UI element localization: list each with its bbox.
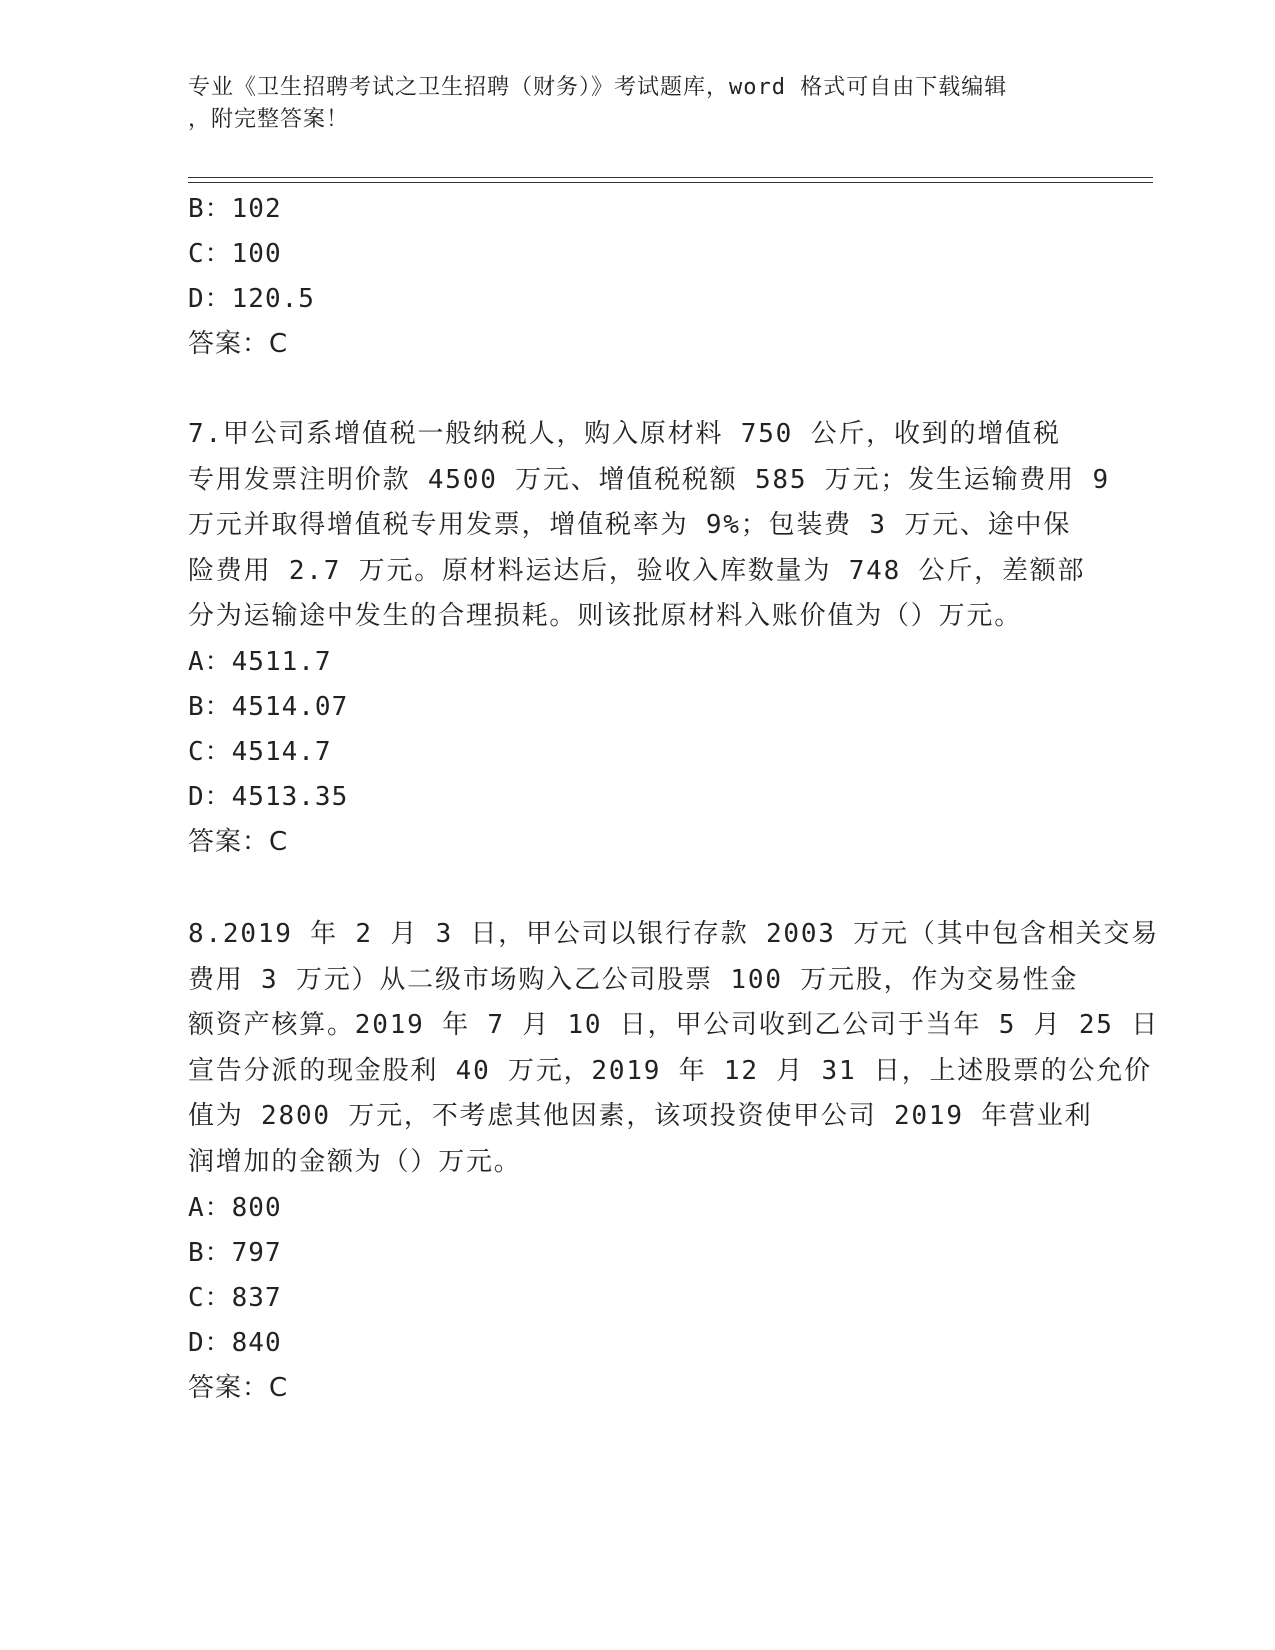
q8-stem-line: 费用 3 万元）从二级市场购入乙公司股票 100 万元股，作为交易性金	[188, 964, 1079, 995]
q7-answer: 答案：C	[188, 827, 289, 857]
q8-option-d: D：840	[188, 1328, 282, 1358]
q7-stem-line: 7.甲公司系增值税一般纳税人，购入原材料 750 公斤，收到的增值税	[188, 419, 1061, 449]
q6-option-b: B：102	[188, 194, 282, 224]
header-line-1: 专业《卫生招聘考试之卫生招聘（财务）》考试题库，word 格式可自由下载编辑	[188, 75, 1008, 100]
q8-stem-line: 8.2019 年 2 月 3 日，甲公司以银行存款 2003 万元（其中包含相关交易	[188, 919, 1160, 949]
q8-stem-line: 宣告分派的现金股利 40 万元，2019 年 12 月 31 日，上述股票的公允价	[188, 1055, 1152, 1086]
q7-option-a: A：4511.7	[188, 647, 332, 677]
q7-stem	[188, 412, 1110, 640]
header-divider-top	[188, 177, 1153, 178]
q8-stem-line: 润增加的金额为（）万元。	[188, 1146, 522, 1177]
q7-option-d: D：4513.35	[188, 782, 349, 812]
q8-option-c: C：837	[188, 1283, 282, 1313]
q6-answer: 答案：C	[188, 329, 289, 359]
q7-option-b: B：4514.07	[188, 692, 349, 722]
header-divider-bottom	[188, 182, 1153, 183]
q8-option-a: A：800	[188, 1193, 282, 1223]
q8-stem-line: 额资产核算。2019 年 7 月 10 日，甲公司收到乙公司于当年 5 月 25 日	[188, 1010, 1160, 1040]
q8-stem-line: 值为 2800 万元，不考虑其他因素，该项投资使甲公司 2019 年营业利	[188, 1101, 1093, 1131]
q8-stem	[188, 912, 1160, 1185]
q7-stem-line: 分为运输途中发生的合理损耗。则该批原材料入账价值为（）万元。	[188, 601, 1023, 631]
q8-answer: 答案：C	[188, 1373, 289, 1403]
q8-option-b: B：797	[188, 1238, 282, 1268]
q7-stem-line: 险费用 2.7 万元。原材料运达后，验收入库数量为 748 公斤，差额部	[188, 555, 1086, 586]
q7-stem-line: 专用发票注明价款 4500 万元、增值税税额 585 万元；发生运输费用 9	[188, 464, 1110, 495]
q6-option-d: D：120.5	[188, 284, 315, 314]
q7-stem-line: 万元并取得增值税专用发票，增值税率为 9%；包装费 3 万元、途中保	[188, 510, 1072, 540]
q6-option-c: C：100	[188, 239, 282, 269]
document-header	[188, 72, 1068, 136]
q7-option-c: C：4514.7	[188, 737, 332, 767]
header-line-2: ，附完整答案！	[188, 107, 350, 132]
